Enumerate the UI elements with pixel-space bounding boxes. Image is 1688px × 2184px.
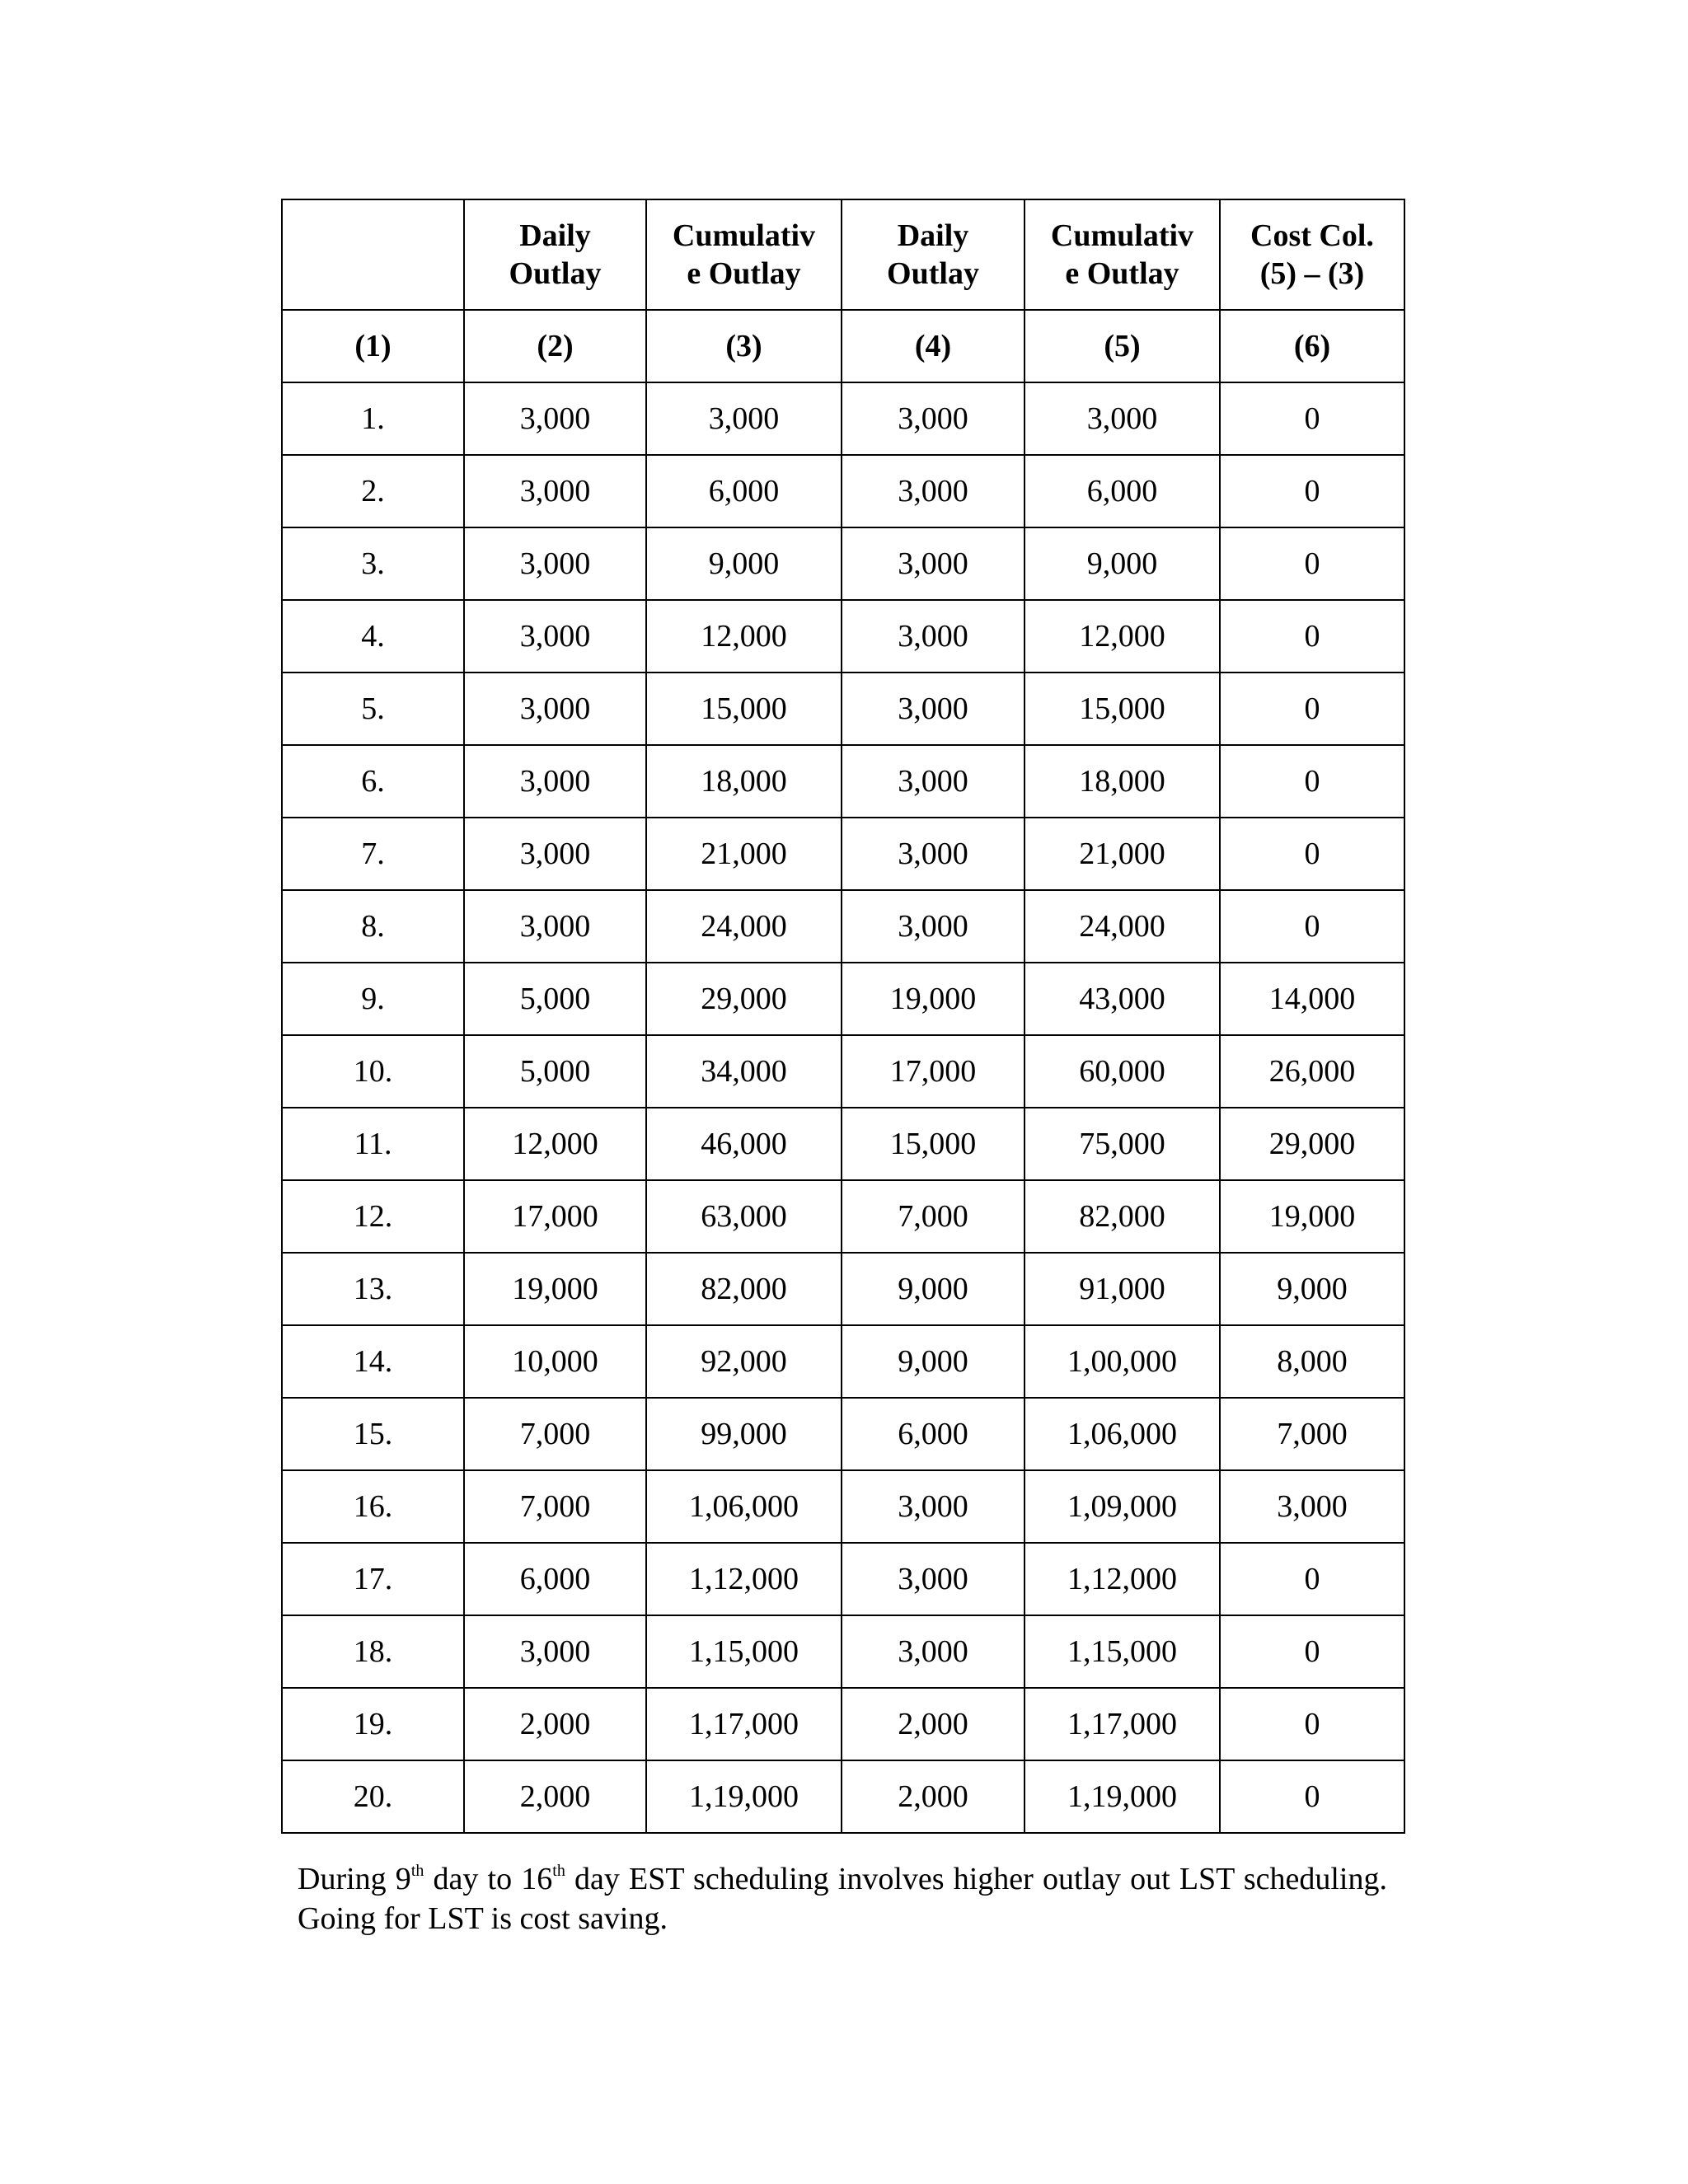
value-cell: 7,000 [1220,1398,1404,1470]
value-cell: 9,000 [1025,527,1220,600]
value-cell: 82,000 [1025,1180,1220,1253]
value-cell: 2,000 [842,1688,1025,1760]
table-row [282,600,1404,673]
day-cell: 14. [282,1325,464,1398]
header-line: e Outlay [1065,256,1179,291]
table-row [282,1543,1404,1615]
value-cell: 29,000 [646,963,842,1035]
header-line: Daily [897,218,969,253]
table-row [282,1615,1404,1688]
table-row [282,890,1404,963]
value-cell: 6,000 [842,1398,1025,1470]
value-cell: 3,000 [464,1615,646,1688]
table-row [282,455,1404,527]
outlay-table [281,199,1405,1834]
value-cell: 46,000 [646,1108,842,1180]
outlay-table-container [281,199,1404,1834]
value-cell: 1,09,000 [1025,1470,1220,1543]
value-cell: 1,12,000 [1025,1543,1220,1615]
value-cell: 3,000 [464,818,646,890]
table-row [282,1688,1404,1760]
value-cell: 3,000 [842,382,1025,455]
value-cell: 3,000 [464,600,646,673]
value-cell: 0 [1220,1760,1404,1833]
table-row [282,1180,1404,1253]
day-cell: 6. [282,745,464,818]
value-cell: 3,000 [1220,1470,1404,1543]
day-cell: 18. [282,1615,464,1688]
day-cell: 17. [282,1543,464,1615]
value-cell: 0 [1220,1688,1404,1760]
value-cell: 26,000 [1220,1035,1404,1108]
value-cell: 3,000 [464,382,646,455]
column-number-cell: (2) [464,310,646,382]
header-line: Daily [519,218,591,253]
value-cell: 3,000 [464,673,646,745]
caption-part1: During 9 [298,1862,411,1896]
value-cell: 6,000 [464,1543,646,1615]
day-cell: 7. [282,818,464,890]
day-cell: 2. [282,455,464,527]
value-cell: 1,15,000 [1025,1615,1220,1688]
value-cell: 0 [1220,890,1404,963]
value-cell: 2,000 [842,1760,1025,1833]
value-cell: 9,000 [1220,1253,1404,1325]
value-cell: 63,000 [646,1180,842,1253]
value-cell: 99,000 [646,1398,842,1470]
value-cell: 18,000 [646,745,842,818]
value-cell: 5,000 [464,963,646,1035]
day-cell: 4. [282,600,464,673]
value-cell: 3,000 [842,745,1025,818]
value-cell: 9,000 [842,1253,1025,1325]
value-cell: 3,000 [842,818,1025,890]
value-cell: 3,000 [842,455,1025,527]
header-cell-3 [646,199,842,310]
header-cell-1 [282,199,464,310]
value-cell: 9,000 [646,527,842,600]
value-cell: 3,000 [842,890,1025,963]
table-row [282,1760,1404,1833]
value-cell: 29,000 [1220,1108,1404,1180]
value-cell: 3,000 [842,1615,1025,1688]
value-cell: 60,000 [1025,1035,1220,1108]
value-cell: 9,000 [842,1325,1025,1398]
value-cell: 19,000 [1220,1180,1404,1253]
value-cell: 3,000 [842,600,1025,673]
value-cell: 12,000 [464,1108,646,1180]
value-cell: 19,000 [464,1253,646,1325]
value-cell: 3,000 [646,382,842,455]
day-cell: 16. [282,1470,464,1543]
value-cell: 0 [1220,382,1404,455]
value-cell: 75,000 [1025,1108,1220,1180]
value-cell: 34,000 [646,1035,842,1108]
caption-sup1: th [410,1862,424,1880]
caption-part3: day EST scheduling involves higher outlay out LST scheduling. Going for LST is cost saving. [298,1862,1387,1936]
value-cell: 15,000 [1025,673,1220,745]
value-cell: 0 [1220,600,1404,673]
value-cell: 3,000 [842,1543,1025,1615]
value-cell: 1,19,000 [1025,1760,1220,1833]
value-cell: 6,000 [646,455,842,527]
column-number-cell: (3) [646,310,842,382]
value-cell: 18,000 [1025,745,1220,818]
table-row [282,818,1404,890]
value-cell: 3,000 [842,1470,1025,1543]
value-cell: 7,000 [464,1398,646,1470]
table-row [282,673,1404,745]
value-cell: 0 [1220,527,1404,600]
value-cell: 1,06,000 [1025,1398,1220,1470]
value-cell: 15,000 [646,673,842,745]
value-cell: 1,00,000 [1025,1325,1220,1398]
header-line: e Outlay [687,256,801,291]
header-line: Cumulativ [1050,218,1194,253]
value-cell: 3,000 [842,527,1025,600]
day-cell: 10. [282,1035,464,1108]
header-cell-5 [1025,199,1220,310]
day-cell: 1. [282,382,464,455]
table-row [282,1325,1404,1398]
value-cell: 12,000 [646,600,842,673]
value-cell: 3,000 [464,745,646,818]
value-cell: 1,12,000 [646,1543,842,1615]
value-cell: 0 [1220,818,1404,890]
value-cell: 3,000 [464,890,646,963]
header-cell-4 [842,199,1025,310]
day-cell: 8. [282,890,464,963]
column-number-row [282,310,1404,382]
value-cell: 21,000 [1025,818,1220,890]
value-cell: 17,000 [842,1035,1025,1108]
table-row [282,527,1404,600]
value-cell: 17,000 [464,1180,646,1253]
day-cell: 3. [282,527,464,600]
value-cell: 14,000 [1220,963,1404,1035]
value-cell: 2,000 [464,1688,646,1760]
value-cell: 82,000 [646,1253,842,1325]
day-cell: 15. [282,1398,464,1470]
value-cell: 1,19,000 [646,1760,842,1833]
table-body [282,382,1404,1833]
header-line: Cumulativ [672,218,816,253]
value-cell: 6,000 [1025,455,1220,527]
day-cell: 19. [282,1688,464,1760]
value-cell: 21,000 [646,818,842,890]
header-row [282,199,1404,310]
value-cell: 0 [1220,673,1404,745]
value-cell: 0 [1220,455,1404,527]
value-cell: 91,000 [1025,1253,1220,1325]
value-cell: 19,000 [842,963,1025,1035]
value-cell: 5,000 [464,1035,646,1108]
value-cell: 3,000 [464,527,646,600]
day-cell: 12. [282,1180,464,1253]
value-cell: 0 [1220,1543,1404,1615]
value-cell: 24,000 [1025,890,1220,963]
header-line: Outlay [887,256,979,291]
value-cell: 24,000 [646,890,842,963]
value-cell: 1,15,000 [646,1615,842,1688]
column-number-cell: (6) [1220,310,1404,382]
header-cell-2 [464,199,646,310]
caption-part2: day to 16 [424,1862,553,1896]
header-line: (5) – (3) [1259,256,1365,291]
value-cell: 3,000 [842,673,1025,745]
table-row [282,1035,1404,1108]
value-cell: 10,000 [464,1325,646,1398]
day-cell: 13. [282,1253,464,1325]
table-row [282,963,1404,1035]
table-row [282,382,1404,455]
value-cell: 92,000 [646,1325,842,1398]
header-cell-6 [1220,199,1404,310]
day-cell: 20. [282,1760,464,1833]
table-row [282,1108,1404,1180]
value-cell: 7,000 [842,1180,1025,1253]
value-cell: 3,000 [464,455,646,527]
value-cell: 1,06,000 [646,1470,842,1543]
column-number-cell: (4) [842,310,1025,382]
value-cell: 1,17,000 [1025,1688,1220,1760]
value-cell: 0 [1220,1615,1404,1688]
value-cell: 7,000 [464,1470,646,1543]
day-cell: 5. [282,673,464,745]
caption-paragraph [298,1859,1387,1938]
value-cell: 1,17,000 [646,1688,842,1760]
table-row [282,1470,1404,1543]
value-cell: 0 [1220,745,1404,818]
table-row [282,745,1404,818]
value-cell: 43,000 [1025,963,1220,1035]
value-cell: 8,000 [1220,1325,1404,1398]
caption-sup2: th [552,1862,565,1880]
day-cell: 9. [282,963,464,1035]
value-cell: 2,000 [464,1760,646,1833]
day-cell: 11. [282,1108,464,1180]
value-cell: 12,000 [1025,600,1220,673]
table-row [282,1253,1404,1325]
column-number-cell: (1) [282,310,464,382]
column-number-cell: (5) [1025,310,1220,382]
header-line: Outlay [509,256,602,291]
value-cell: 15,000 [842,1108,1025,1180]
table-row [282,1398,1404,1470]
header-line: Cost Col. [1250,218,1374,253]
value-cell: 3,000 [1025,382,1220,455]
